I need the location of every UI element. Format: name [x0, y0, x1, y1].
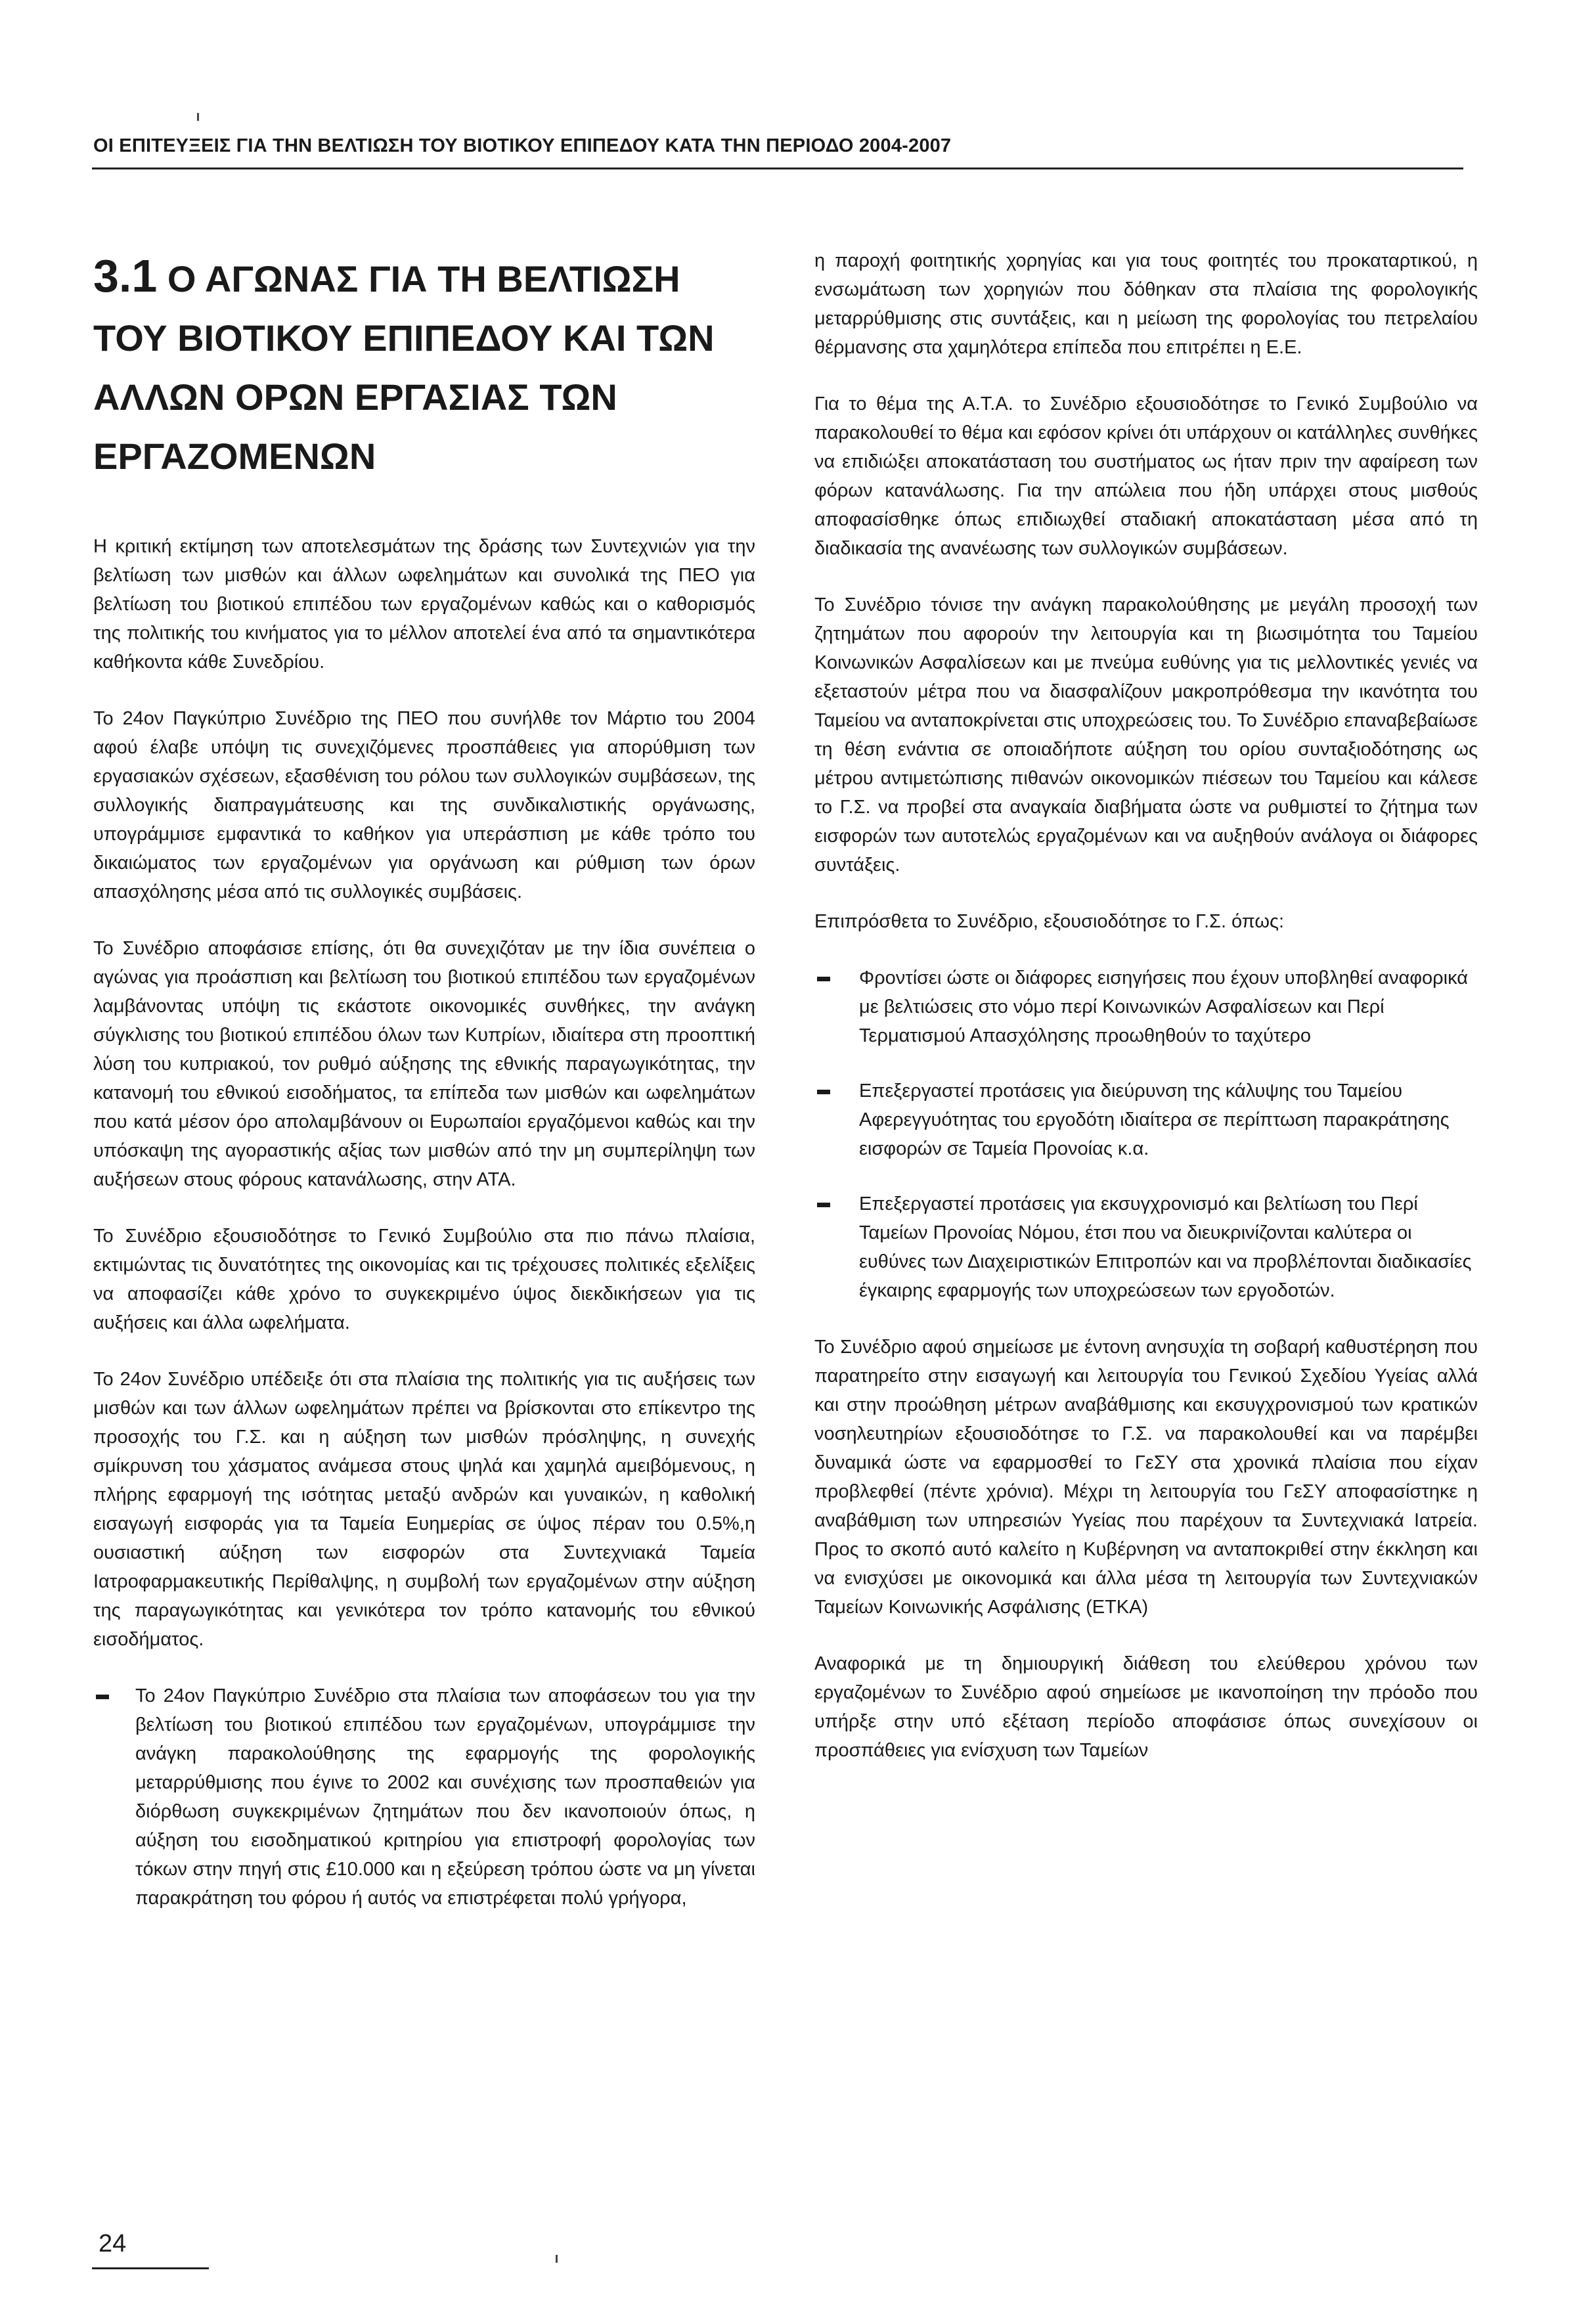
section-number: 3.1 — [93, 250, 158, 301]
left-column — [93, 246, 755, 1940]
paragraph: Το 24ον Συνέδριο υπέδειξε ότι στα πλαίσια της πολιτικής για τις αυξήσεις των μισθών και των άλλων ωφελημάτων πρέπει να βρίσκονται στο επίκεντρο της προσοχής του Γ.Σ. και η αύξηση των μισθών πρόσληψης, η συνεχής σμίκρυνση του χάσματος ανάμεσα στους ψηλά και χαμηλά αμειβόμενους, η πλήρης εφαρμογή της ισότητας μεταξύ ανδρών και γυναικών, η καθολική εισαγωγή εισφοράς για τα Ταμεία Ευημερίας σε ύψος πέραν του 0.5%,η ουσιαστική αύξηση των εισφορών στα Συντεχνιακά Ταμεία Ιατροφαρμακευτικής Περίθαλψης, η συμβολή των εργαζομένων στην αύξηση της παραγωγικότητας και γενικότερα τον τρόπο κατανομής του εθνικού εισοδήματος. — [93, 1369, 755, 1650]
section-title-text: Ο ΑΓΩΝΑΣ ΓΙΑ ΤΗ ΒΕΛΤΙΩΣΗ ΤΟΥ ΒΙΟΤΙΚΟΥ ΕΠΙΠΕΔΟΥ ΚΑΙ ΤΩΝ ΑΛΛΩΝ ΟΡΩΝ ΕΡΓΑΣΙΑΣ ΤΩΝ ΕΡΓΑΖΟΜΕΝΩΝ — [93, 258, 715, 477]
running-header: ΟΙ ΕΠΙΤΕΥΞΕΙΣ ΓΙΑ ΤΗΝ ΒΕΛΤΙΩΣΗ ΤΟΥ ΒΙΟΤΙΚΟΥ ΕΠΙΠΕΔΟΥ ΚΑΤΑ ΤΗΝ ΠΕΡΙΟΔΟ 2004-2007 — [93, 135, 952, 156]
scan-speck — [197, 113, 199, 121]
paragraph: Το Συνέδριο τόνισε την ανάγκη παρακολούθησης με μεγάλη προσοχή των ζητημάτων που αφορούν την λειτουργία και τη βιωσιμότητα του Ταμείου Κοινωνικών Ασφαλίσεων και με πνεύμα ευθύνης για τις μελλοντικές γενιές να εξεταστούν μέτρα που να διασφαλίζουν μακροπρόθεσμα την ικανότητα του Ταμείου να ανταποκρίνεται στις υποχρεώσεις του. Το Συνέδριο επαναβεβαίωσε τη θέση ενάντια σε οποιαδήποτε αύξηση του ορίου συνταξιοδότησης ως μέτρου αντιμετώπισης πιθανών οικονομικών πιέσεων του Ταμείου και κάλεσε το Γ.Σ. να προβεί στα αναγκαία διαβήματα ώστε να ρυθμιστεί το ζήτημα των εισφορών των αυτοτελώς εργαζομένων και να αυξηθούν ανάλογα οι διάφορες συντάξεις. — [814, 594, 1478, 876]
paragraph: Το Συνέδριο αφού σημείωσε με έντονη ανησυχία τη σοβαρή καθυστέρηση που παρατηρείτο στην εισαγωγή και λειτουργία του Γενικού Σχεδίου Υγείας αλλά και στην προώθηση μέτρων αναβάθμισης και εκσυγχρονισμού των κρατικών νοσηλευτηρίων εξουσιοδότησε το Γ.Σ. να παρακολουθεί και να παρέμβει δυναμικά ώστε να εφαρμοσθεί το ΓεΣΥ στα χρονικά πλαίσια που είχαν προβλεφθεί (πέντε χρόνια). Μέχρι τη λειτουργία του ΓεΣΥ αποφασίστηκε η αναβάθμιση των υπηρεσιών Υγείας που παρέχουν τα Συντεχνιακά Ιατρεία. Προς το σκοπό αυτό καλείτο η Κυβέρνηση να ανταποκριθεί στην έκκληση και να ενισχύσει με οικονομικά και άλλα μέσα τη λειτουργία των Συντεχνιακών Ταμείων Κοινωνικής Ασφάλισης (ΕΤΚΑ) — [814, 1337, 1478, 1618]
bullet-list — [93, 1681, 755, 1913]
paragraph: Αναφορικά με τη δημιουργική διάθεση του ελεύθερου χρόνου των εργαζομένων το Συνέδριο αφού σημείωσε με ικανοποίηση την πρόοδο που υπήρξε στην υπό εξέταση περίοδο αποφάσισε όπως συνεχίσουν οι προσπάθειες για ενίσχυση των Ταμείων — [814, 1653, 1478, 1761]
paragraph: Για το θέμα της Α.Τ.Α. το Συνέδριο εξουσιοδότησε το Γενικό Συμβούλιο να παρακολουθεί το θέμα και εφόσον κρίνει ότι υπάρχουν οι κατάλληλες συνθήκες να επιδιώξει αποκατάσταση του συστήματος ως ήταν πριν την αφαίρεση των φόρων κατανάλωσης. Για την απώλεια που ήδη υπάρχει στους μισθούς αποφασίσθηκε όπως επιδιωχθεί σταδιακή αποκατάσταση μέσα από τη διαδικασία της ανανέωσης των συλλογικών συμβάσεων. — [814, 393, 1478, 559]
paragraph: Το Συνέδριο εξουσιοδότησε το Γενικό Συμβούλιο στα πιο πάνω πλαίσια, εκτιμώντας τις δυνατότητες της οικονομίας και τις τρέχουσες πολιτικές εξελίξεις να αποφασίζει κάθε χρόνο το συγκεκριμένο ύψος διεκδικήσεων για τις αυξήσεις και άλλα ωφελήματα. — [93, 1226, 755, 1333]
paragraph: Το Συνέδριο αποφάσισε επίσης, ότι θα συνεχιζόταν με την ίδια συνέπεια ο αγώνας για προάσπιση και βελτίωση του βιοτικού επιπέδου των εργαζομένων λαμβάνοντας υπόψη τις εκάστοτε οικονομικές συνθήκες, την ανάγκη σύγκλισης του βιοτικού επιπέδου όλων των Κυπρίων, ιδιαίτερα στη προοπτική λύση του κυπριακού, τον ρυθμό αύξησης της εθνικής παραγωγικότητας, την κατανομή του εθνικού εισοδήματος, τα επίπεδα των μισθών και ωφελημάτων που κατά μέσον όρο απολαμβάνουν οι Ευρωπαίοι εργαζόμενοι καθώς και την υπόσκαψη της αγοραστικής αξίας των μισθών από την μη συμπερίληψη των αυξήσεων στους φόρους κατανάλωσης, στην ΑΤΑ. — [93, 938, 755, 1190]
header-rule — [92, 167, 1463, 169]
bullet-item: Επεξεργαστεί προτάσεις για εκσυγχρονισμό και βελτίωση του Περί Ταμείων Προνοίας Νόμου, έτσι που να διευκρινίζονται καλύτερα οι ευθύνες των Διαχειριστικών Επιτροπών και να προβλέπονται διαδικασίες έγκαιρης εφαρμογής των υποχρεώσεων των εργοδοτών. — [814, 1189, 1478, 1305]
bullet-item: Επεξεργαστεί προτάσεις για διεύρυνση της κάλυψης του Ταμείου Αφερεγγυότητας του εργοδότη ιδιαίτερα σε περίπτωση παρακράτησης εισφορών σε Ταμεία Προνοίας κ.α. — [814, 1077, 1478, 1163]
page-number: 24 — [99, 2230, 127, 2257]
paragraph: Η κριτική εκτίμηση των αποτελεσμάτων της δράσης των Συντεχνιών για την βελτίωση των μισθών και άλλων ωφελημάτων και συνολικά της ΠΕΟ για βελτίωση του βιοτικού επιπέδου των εργαζομένων καθώς και ο καθορισμός της πολιτικής του κινήματος για το μέλλον αποτελεί ένα από τα σημαντικότερα καθήκοντα κάθε Συνεδρίου. — [93, 536, 755, 673]
paragraph: Το 24ον Παγκύπριο Συνέδριο της ΠΕΟ που συνήλθε τον Μάρτιο του 2004 αφού έλαβε υπόψη τις συνεχιζόμενες προσπάθειες για απορύθμιση των εργασιακών σχέσεων, εξασθένιση του ρόλου των συλλογικών συμβάσεων, της συλλογικής διαπραγμάτευσης και της συνδικαλιστικής οργάνωσης, υπογράμμισε εμφαντικά το καθήκον για υπεράσπιση με κάθε τρόπο του δικαιώματος των εργαζομένων για οργάνωση και ρύθμιση των όρων απασχόλησης μέσα από τις συλλογικές συμβάσεις. — [93, 708, 755, 902]
scan-speck — [556, 2255, 558, 2263]
bullet-item: Το 24ον Παγκύπριο Συνέδριο στα πλαίσια των αποφάσεων του για την βελτίωση του βιοτικού επιπέδου των εργαζομένων, υπογράμμισε την ανάγκη παρακολούθησης της εφαρμογής της φορολογικής μεταρρύθμισης που έγινε το 2002 και συνέχισης των προσπαθειών για διόρθωση συγκεκριμένων ζητημάτων που δεν ικανοποιούν όπως, η αύξηση του εισοδηματικού κριτηρίου για επιστροφή φορολογίας των τόκων στην πηγή στις £10.000 και η εξεύρεση τρόπου ώστε να μη γίνεται παρακράτηση του φόρου ή αυτός να επιστρέφεται πολύ γρήγορα, — [93, 1681, 755, 1913]
right-column — [814, 246, 1478, 1792]
paragraph: Επιπρόσθετα το Συνέδριο, εξουσιοδότησε το Γ.Σ. όπως: — [814, 911, 1285, 932]
page-number-rule — [92, 2267, 209, 2269]
bullet-list — [814, 964, 1478, 1305]
bullet-item: Φροντίσει ώστε οι διάφορες εισηγήσεις που έχουν υποβληθεί αναφορικά με βελτιώσεις στο νόμο περί Κοινωνικών Ασφαλίσεων και Περί Τερματισμού Απασχόλησης προωθηθούν το ταχύτερο — [814, 964, 1478, 1050]
section-title — [93, 246, 755, 486]
paragraph-continuation: η παροχή φοιτητικής χορηγίας και για τους φοιτητές του προκαταρτικού, η ενσωμάτωση των χορηγιών που δόθηκαν στα πλαίσια της φορολογικής μεταρρύθμισης στις συντάξεις, και η μείωση της φορολογίας του πετρελαίου θέρμανσης στα χαμηλότερα επίπεδα που επιτρέπει η Ε.Ε. — [814, 250, 1478, 358]
